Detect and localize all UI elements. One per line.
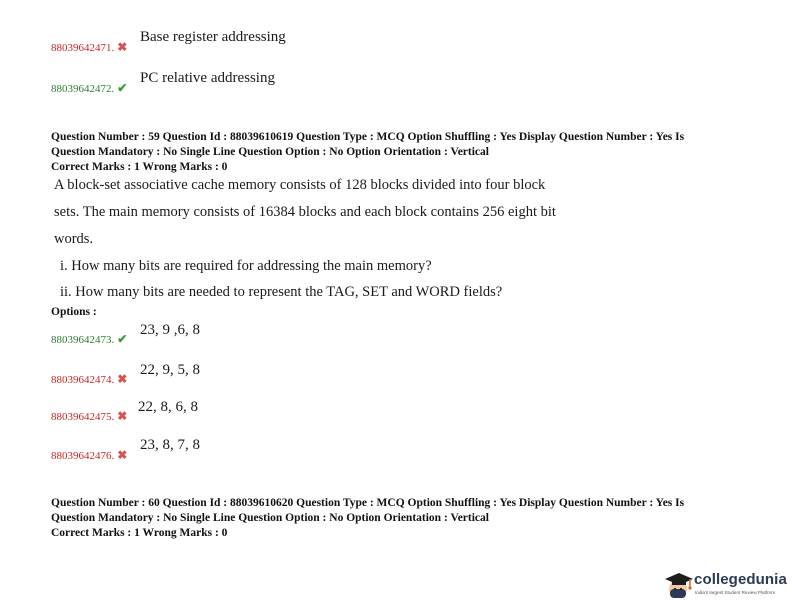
option-row	[51, 407, 127, 425]
option-text: PC relative addressing	[140, 70, 275, 86]
check-icon: ✔	[117, 332, 128, 346]
question-header-line: Question Number : 60 Question Id : 88039610620 Question Type : MCQ Option Shuffling : Yes Display Question Number : Yes Is	[51, 497, 685, 509]
question-text-line: words.	[54, 231, 94, 247]
question-header-line: Question Mandatory : No Single Line Question Option : No Option Orientation : Vertical	[51, 512, 489, 524]
option-row	[51, 38, 127, 56]
question-marks: Correct Marks : 1 Wrong Marks : 0	[51, 161, 228, 173]
option-id: 88039642471.	[51, 42, 115, 54]
option-id: 88039642474.	[51, 374, 115, 386]
question-header-line: Question Mandatory : No Single Line Question Option : No Option Orientation : Vertical	[51, 146, 489, 158]
options-label: Options :	[51, 306, 97, 318]
cross-icon: ✖	[117, 409, 128, 423]
option-text: 23, 9 ,6, 8	[140, 322, 200, 338]
option-id: 88039642476.	[51, 450, 115, 462]
option-text: 23, 8, 7, 8	[140, 437, 200, 453]
check-icon: ✔	[117, 81, 128, 95]
question-text-line: i. How many bits are required for addressing the main memory?	[60, 258, 432, 274]
option-row	[51, 79, 127, 97]
option-row	[51, 370, 127, 388]
option-id: 88039642475.	[51, 411, 115, 423]
logo-tagline: India's largest Student Review Platform	[695, 590, 776, 595]
cross-icon: ✖	[117, 40, 128, 54]
option-id: 88039642472.	[51, 83, 115, 95]
option-text: 22, 8, 6, 8	[138, 399, 198, 415]
option-row	[51, 330, 127, 348]
logo-name: collegedunia	[694, 571, 787, 588]
graduation-cap-icon	[664, 570, 694, 602]
cross-icon: ✖	[117, 372, 128, 386]
question-text-line: A block-set associative cache memory consists of 128 blocks divided into four block	[54, 177, 546, 193]
option-text: Base register addressing	[140, 29, 286, 45]
question-marks: Correct Marks : 1 Wrong Marks : 0	[51, 527, 228, 539]
collegedunia-logo	[664, 568, 788, 604]
option-row	[51, 446, 127, 464]
question-text-line: sets. The main memory consists of 16384 blocks and each block contains 256 eight bit	[54, 204, 556, 220]
option-text: 22, 9, 5, 8	[140, 362, 200, 378]
question-text-line: ii. How many bits are needed to represent the TAG, SET and WORD fields?	[60, 284, 503, 300]
cross-icon: ✖	[117, 448, 128, 462]
option-id: 88039642473.	[51, 334, 115, 346]
question-header-line: Question Number : 59 Question Id : 88039610619 Question Type : MCQ Option Shuffling : Yes Display Question Number : Yes Is	[51, 131, 685, 143]
